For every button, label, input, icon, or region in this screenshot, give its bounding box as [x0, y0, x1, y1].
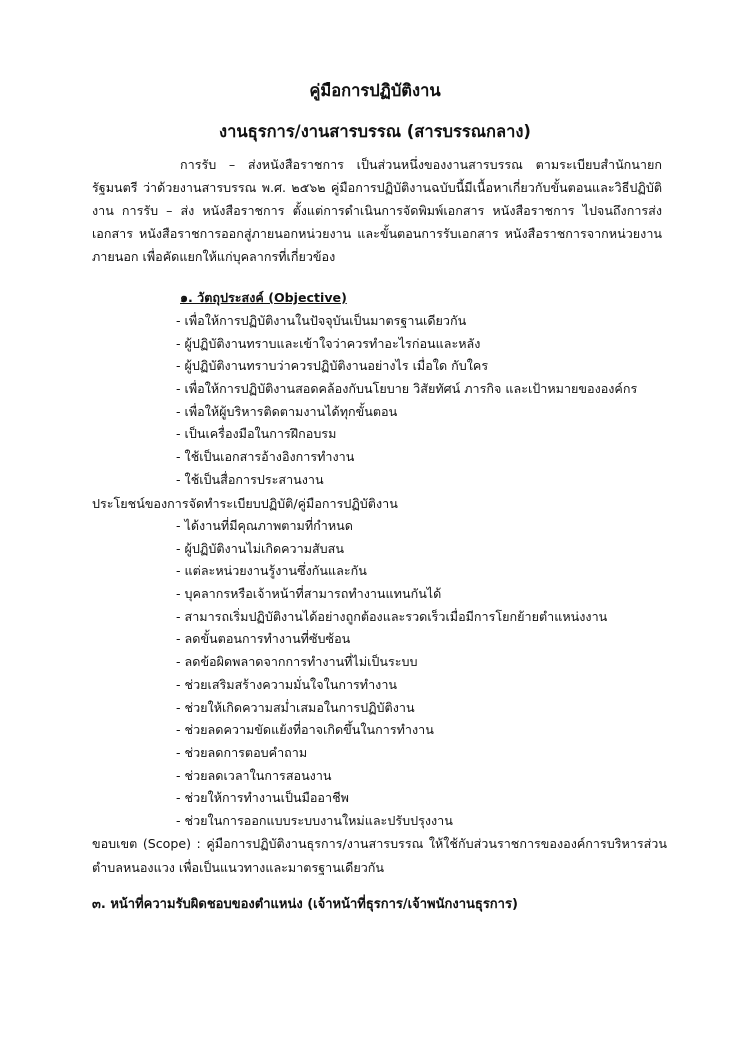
list-item: - เพื่อให้การปฏิบัติงานในปัจจุบันเป็นมาตรฐานเดียวกัน	[176, 313, 467, 328]
list-item: - ผู้ปฏิบัติงานทราบและเข้าใจว่าควรทำอะไรก่อนและหลัง	[176, 335, 481, 351]
document-title: คู่มือการปฏิบัติงาน	[309, 81, 441, 100]
list-item: - ผู้ปฏิบัติงานไม่เกิดความสับสน	[176, 540, 344, 556]
list-item: - เพื่อให้ผู้บริหารติดตามงานได้ทุกขั้นตอน	[176, 403, 398, 419]
list-item: - ผู้ปฏิบัติงานทราบว่าควรปฏิบัติงานอย่างไร เมื่อใด กับใคร	[176, 358, 489, 374]
list-item: - ได้งานที่มีคุณภาพตามที่กำหนด	[176, 518, 353, 533]
list-item: - ลดข้อผิดพลาดจากการทำงานที่ไม่เป็นระบบ	[176, 654, 418, 670]
scope-paragraph: ขอบเขต (Scope) : คู่มือการปฏิบัติงานธุรการ/งานสารบรรณ ให้ใช้กับส่วนราชการขององค์การบริหารส่วนตำบลหนองแวง เพื่อเป็นแนวทางและมาตรฐานเดียวกัน	[92, 836, 667, 875]
list-item: - ช่วยให้การทำงานเป็นมืออาชีพ	[176, 790, 349, 806]
section-3-heading: ๓. หน้าที่ความรับผิดชอบของตำแหน่ง (เจ้าหน้าที่ธุรการ/เจ้าพนักงานธุรการ)	[92, 897, 518, 912]
list-item: - แต่ละหน่วยงานรู้งานซึ่งกันและกัน	[176, 563, 367, 579]
list-item: - บุคลากรหรือเจ้าหน้าที่สามารถทำงานแทนกันได้	[176, 586, 442, 602]
list-item: - ลดขั้นตอนการทำงานที่ซับซ้อน	[176, 631, 351, 647]
list-item: - ช่วยลดการตอบคำถาม	[176, 744, 308, 760]
intro-paragraph: การรับ – ส่งหนังสือราชการ เป็นส่วนหนึ่งของงานสารบรรณ ตามระเบียบสำนักนายกรัฐมนตรี ว่าด้วยงานสารบรรณ พ.ศ. ๒๕๖๒ คู่มือการปฏิบัติงานฉบับนี้มีเนื้อหาเกี่ยวกับขั้นตอนและวิธีปฏิบัติงาน การรับ – ส่ง หนังสือราชการ ตั้งแต่การดำเนินการจัดพิมพ์เอกสาร หนังสือราชการ ไปจนถึงการส่งเอกสาร หนังสือราชการออกสู่ภายนอกหน่วยงาน และขั้นตอนการรับเอกสาร หนังสือราชการจากหน่วยงานภายนอก เพื่อคัดแยกให้แก่บุคลากรที่เกี่ยวข้อง	[92, 157, 662, 264]
list-item: - ช่วยเสริมสร้างความมั่นใจในการทำงาน	[176, 676, 398, 692]
list-item: - ช่วยในการออกแบบระบบงานใหม่และปรับปรุงงาน	[176, 812, 453, 828]
list-item: - สามารถเริ่มปฏิบัติงานได้อย่างถูกต้องและรวดเร็วเมื่อมีการโยกย้ายตำแหน่งงาน	[176, 608, 608, 624]
benefits-heading: ประโยชน์ของการจัดทำระเบียบปฏิบัติ/คู่มือการปฏิบัติงาน	[92, 496, 398, 511]
list-item: - ช่วยให้เกิดความสม่ำเสมอในการปฏิบัติงาน	[176, 699, 415, 715]
objective-list	[176, 310, 637, 492]
list-item: - ช่วยลดความขัดแย้งที่อาจเกิดขึ้นในการทำงาน	[176, 722, 434, 738]
list-item: - ใช้เป็นสื่อการประสานงาน	[176, 471, 324, 487]
document-subtitle: งานธุรการ/งานสารบรรณ (สารบรรณกลาง)	[219, 122, 531, 141]
list-item: - เพื่อให้การปฏิบัติงานสอดคล้องกับนโยบาย วิสัยทัศน์ ภารกิจ และเป้าหมายขององค์กร	[176, 381, 638, 397]
list-item: - เป็นเครื่องมือในการฝึกอบรม	[176, 426, 337, 442]
list-item: - ใช้เป็นเอกสารอ้างอิงการทำงาน	[176, 449, 355, 465]
objective-heading: ๑. วัตถุประสงค์ (Objective)	[180, 290, 347, 305]
list-item: - ช่วยลดเวลาในการสอนงาน	[176, 767, 332, 783]
benefits-list	[176, 515, 607, 833]
